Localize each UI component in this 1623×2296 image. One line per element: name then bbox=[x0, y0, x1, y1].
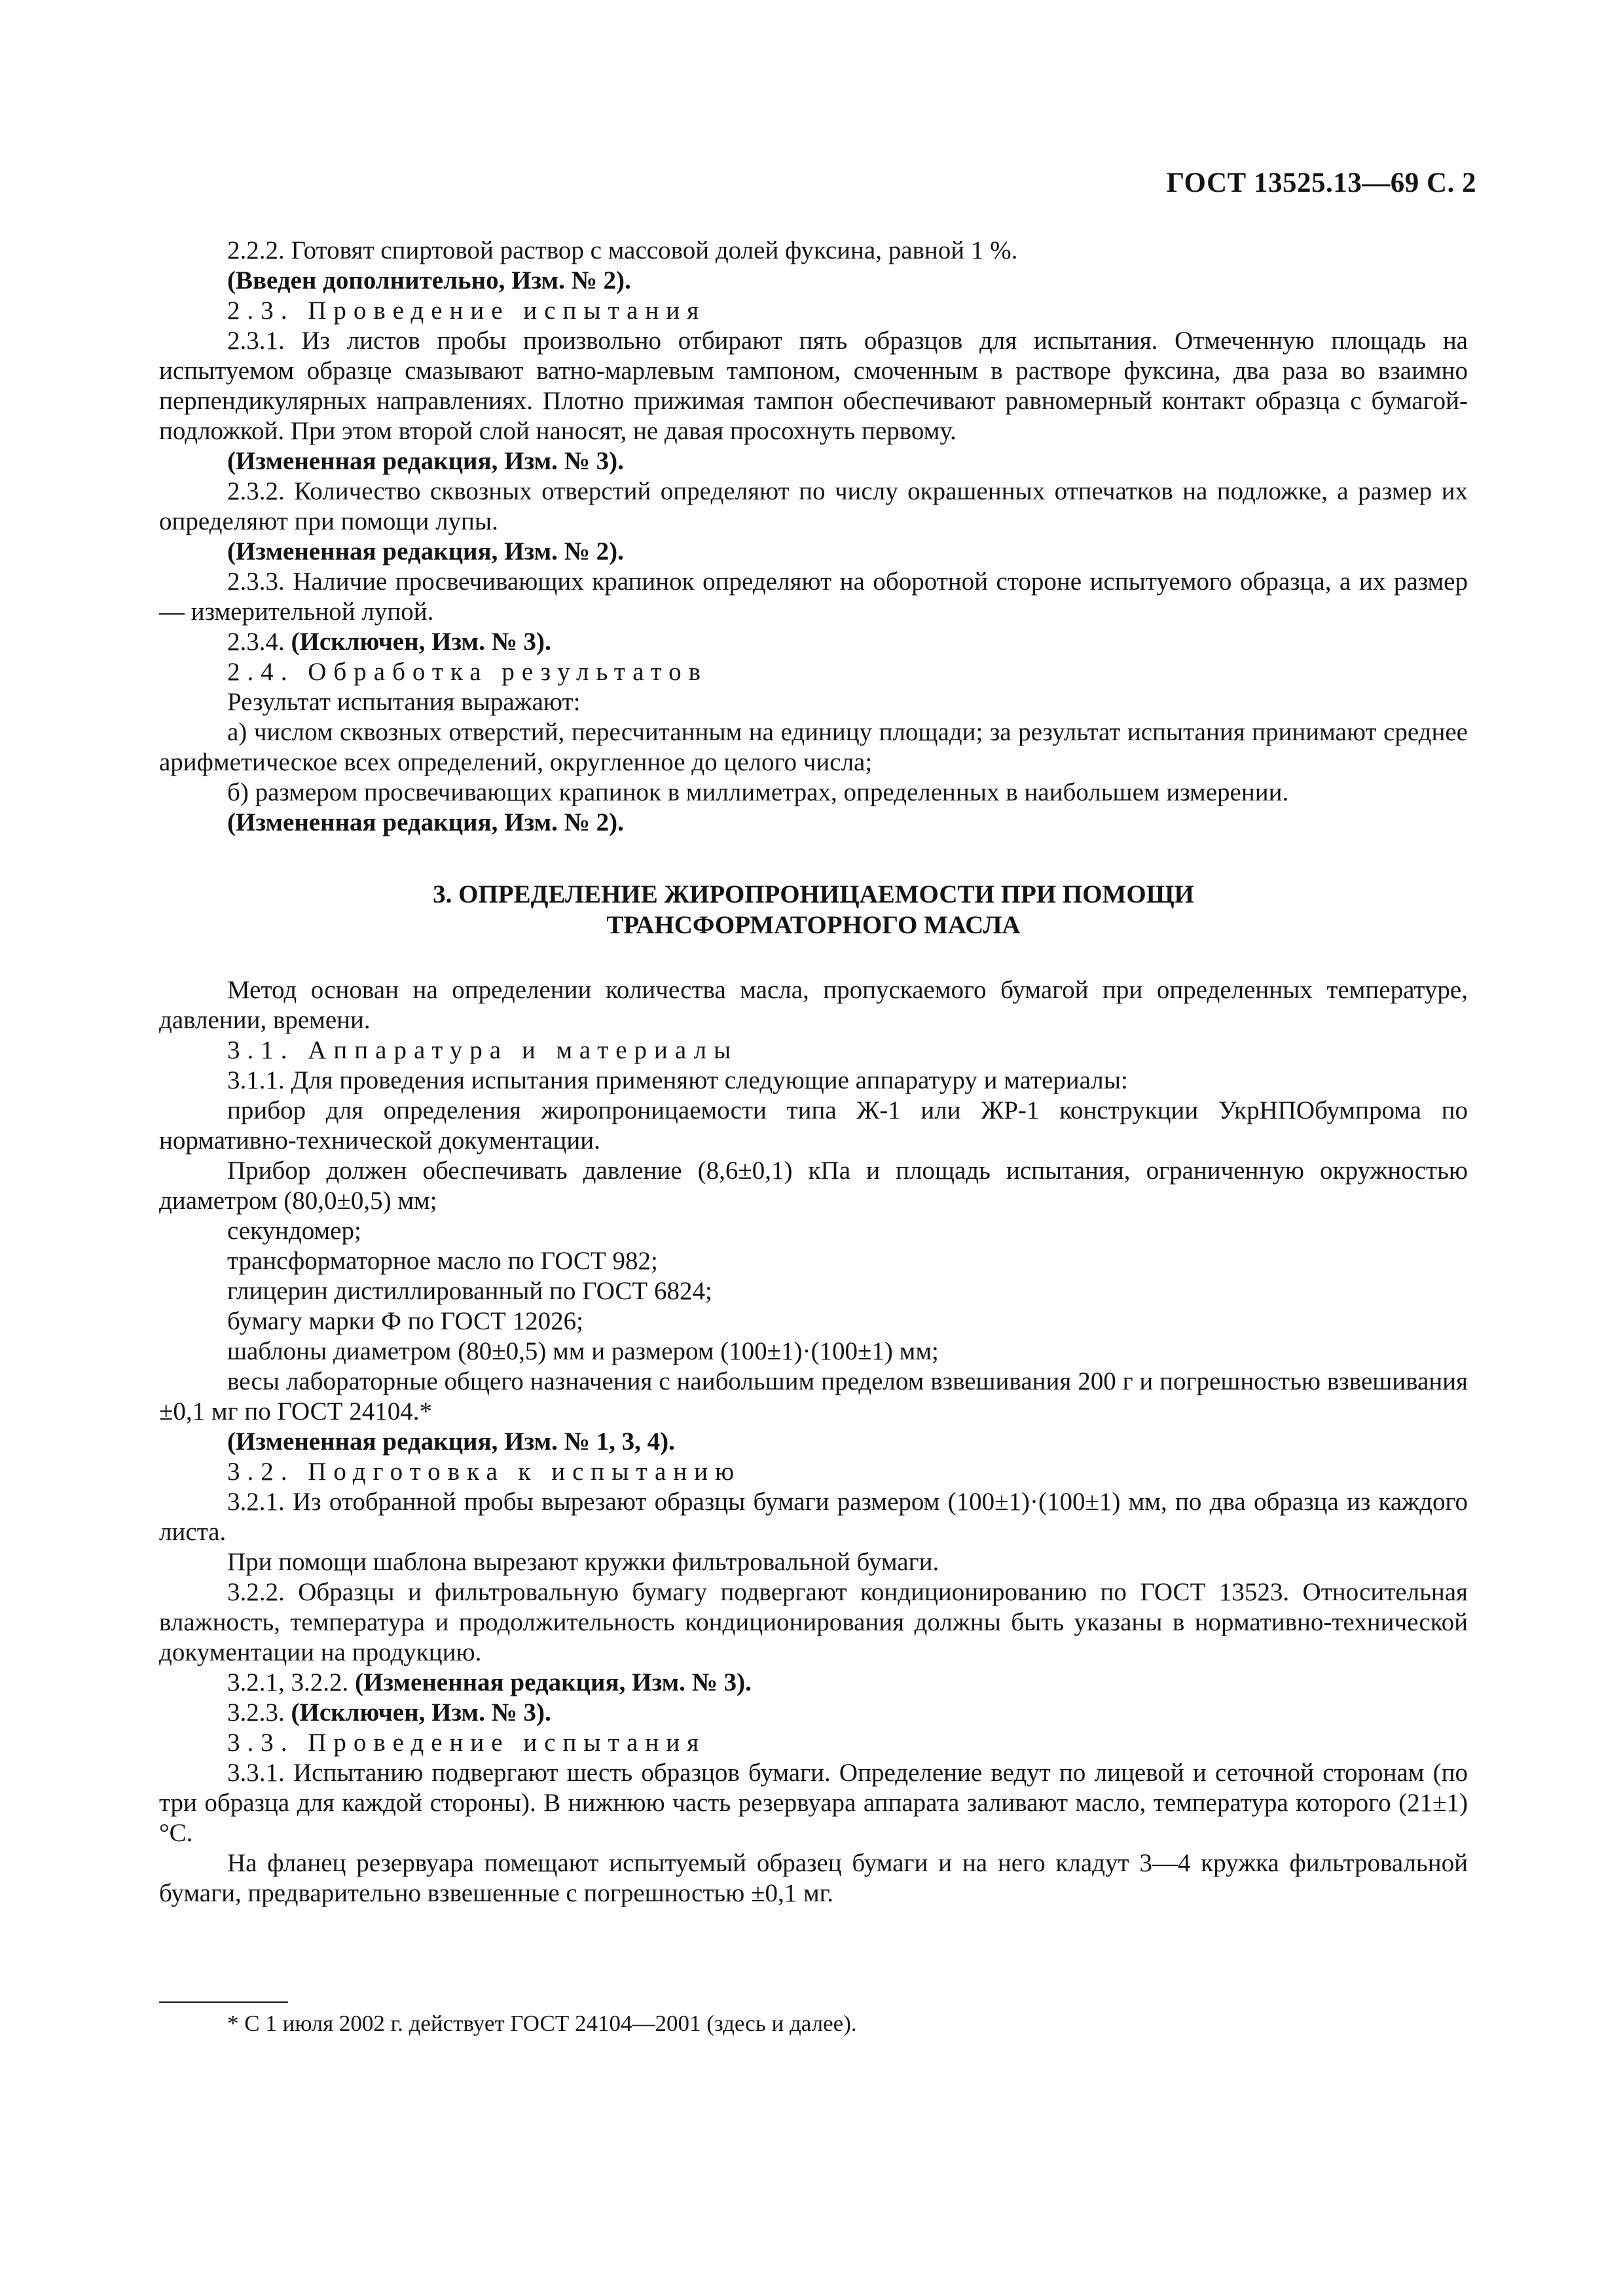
footnote-divider bbox=[159, 2001, 288, 2003]
paragraph: Прибор должен обеспечивать давление (8,6±0,1) кПа и площадь испытания, ограниченную окружностью диаметром (80,0±0,5) мм; bbox=[159, 1157, 1468, 1215]
list-item: весы лабораторные общего назначения с наибольшим пределом взвешивания 200 г и погрешностью взвешивания ±0,1 мг по ГОСТ 24104.* bbox=[159, 1367, 1468, 1426]
list-item: секундомер; bbox=[227, 1217, 361, 1245]
section-heading bbox=[159, 879, 1468, 941]
paragraph: При помощи шаблона вырезают кружки фильтровальной бумаги. bbox=[227, 1548, 939, 1576]
amendment-note: (Исключен, Изм. № 3). bbox=[291, 628, 551, 656]
list-item: шаблоны диаметром (80±0,5) мм и размером (100±1)·(100±1) мм; bbox=[227, 1337, 939, 1365]
subsection-heading: 3.3. Проведение испытания bbox=[227, 1729, 706, 1757]
clause-number: 2.3.4. bbox=[227, 628, 285, 656]
footnote: * С 1 июля 2002 г. действует ГОСТ 24104—2001 (здесь и далее). bbox=[227, 2011, 857, 2036]
section-heading-line: ТРАНСФОРМАТОРНОГО МАСЛА bbox=[606, 911, 1021, 939]
paragraph: 2.3.3. Наличие просвечивающих крапинок определяют на оборотной стороне испытуемого образца, а их размер — измерительной лупой. bbox=[159, 567, 1468, 626]
paragraph: 3.1.1. Для проведения испытания применяют следующие аппаратуру и материалы: bbox=[227, 1066, 1128, 1094]
paragraph: На фланец резервуара помещают испытуемый образец бумаги и на него кладут 3—4 кружка фильтровальной бумаги, предварительно взвешенные с погрешностью ±0,1 мг. bbox=[159, 1849, 1468, 1907]
subsection-heading: 3.1. Аппаратура и материалы bbox=[227, 1036, 739, 1064]
subsection-heading: 3.2. Подготовка к испытанию bbox=[227, 1458, 742, 1486]
amendment-note: (Исключен, Изм. № 3). bbox=[291, 1698, 551, 1727]
subsection-heading: 2.3. Проведение испытания bbox=[227, 296, 706, 325]
list-item: бумагу марки Ф по ГОСТ 12026; bbox=[227, 1307, 583, 1335]
paragraph: 3.2.1. Из отобранной пробы вырезают образцы бумаги размером (100±1)·(100±1) мм, по два образца из каждого листа. bbox=[159, 1488, 1468, 1546]
clause-number: 3.2.3. bbox=[227, 1698, 285, 1727]
amendment-note: (Измененная редакция, Изм. № 3). bbox=[227, 447, 624, 475]
list-item: а) числом сквозных отверстий, пересчитанным на единицу площади; за результат испытания принимают среднее арифметическое всех определений, округленное до целого числа; bbox=[159, 718, 1468, 776]
amendment-note: (Измененная редакция, Изм. № 2). bbox=[227, 808, 624, 836]
subsection-heading: 2.4. Обработка результатов bbox=[227, 658, 708, 686]
list-item: глицерин дистиллированный по ГОСТ 6824; bbox=[227, 1277, 712, 1305]
paragraph: 3.3.1. Испытанию подвергают шесть образцов бумаги. Определение ведут по лицевой и сеточной сторонам (по три образца для каждой стороны). В нижнюю часть резервуара аппарата заливают масло, температура которого (21±1) °С. bbox=[159, 1759, 1468, 1847]
paragraph: Результат испытания выражают: bbox=[227, 688, 581, 716]
paragraph bbox=[159, 627, 1468, 657]
paragraph: 2.2.2. Готовят спиртовой раствор с массовой долей фуксина, равной 1 %. bbox=[227, 236, 1018, 264]
list-item: трансформаторное масло по ГОСТ 982; bbox=[227, 1247, 658, 1275]
page-header: ГОСТ 13525.13—69 С. 2 bbox=[1166, 168, 1476, 198]
amendment-note: (Измененная редакция, Изм. № 3). bbox=[355, 1668, 752, 1696]
amendment-note: (Измененная редакция, Изм. № 1, 3, 4). bbox=[227, 1427, 675, 1456]
amendment-note: (Введен дополнительно, Изм. № 2). bbox=[227, 266, 631, 295]
paragraph: Метод основан на определении количества масла, пропускаемого бумагой при определенных температуре, давлении, времени. bbox=[159, 976, 1468, 1034]
paragraph: 2.3.1. Из листов пробы произвольно отбирают пять образцов для испытания. Отмеченную площадь на испытуемом образце смазывают ватно-марлевым тампоном, смоченным в растворе фуксина, два раза во взаимно перпендикулярных направлениях. Плотно прижимая тампон обеспечивают равномерный контакт образца с бумагой-подложкой. При этом второй слой наносят, не давая просохнуть первому. bbox=[159, 327, 1468, 445]
list-item: б) размером просвечивающих крапинок в миллиметрах, определенных в наибольшем измерении. bbox=[227, 778, 1289, 806]
paragraph bbox=[159, 1668, 1468, 1698]
amendment-note: (Измененная редакция, Изм. № 2). bbox=[227, 537, 624, 565]
clause-number: 3.2.1, 3.2.2. bbox=[227, 1668, 349, 1696]
document-body bbox=[159, 236, 1468, 1909]
paragraph bbox=[159, 1698, 1468, 1728]
list-item: прибор для определения жиропроницаемости типа Ж-1 или ЖР-1 конструкции УкрНПОбумпрома по нормативно-технической документации. bbox=[159, 1096, 1468, 1155]
paragraph: 2.3.2. Количество сквозных отверстий определяют по числу окрашенных отпечатков на подложке, а размер их определяют при помощи лупы. bbox=[159, 477, 1468, 535]
paragraph: 3.2.2. Образцы и фильтровальную бумагу подвергают кондиционированию по ГОСТ 13523. Относительная влажность, температура и продолжительность кондиционирования должны быть указаны в нормативно-технической документации на продукцию. bbox=[159, 1578, 1468, 1666]
section-heading-line: 3. ОПРЕДЕЛЕНИЕ ЖИРОПРОНИЦАЕМОСТИ ПРИ ПОМОЩИ bbox=[433, 880, 1194, 908]
